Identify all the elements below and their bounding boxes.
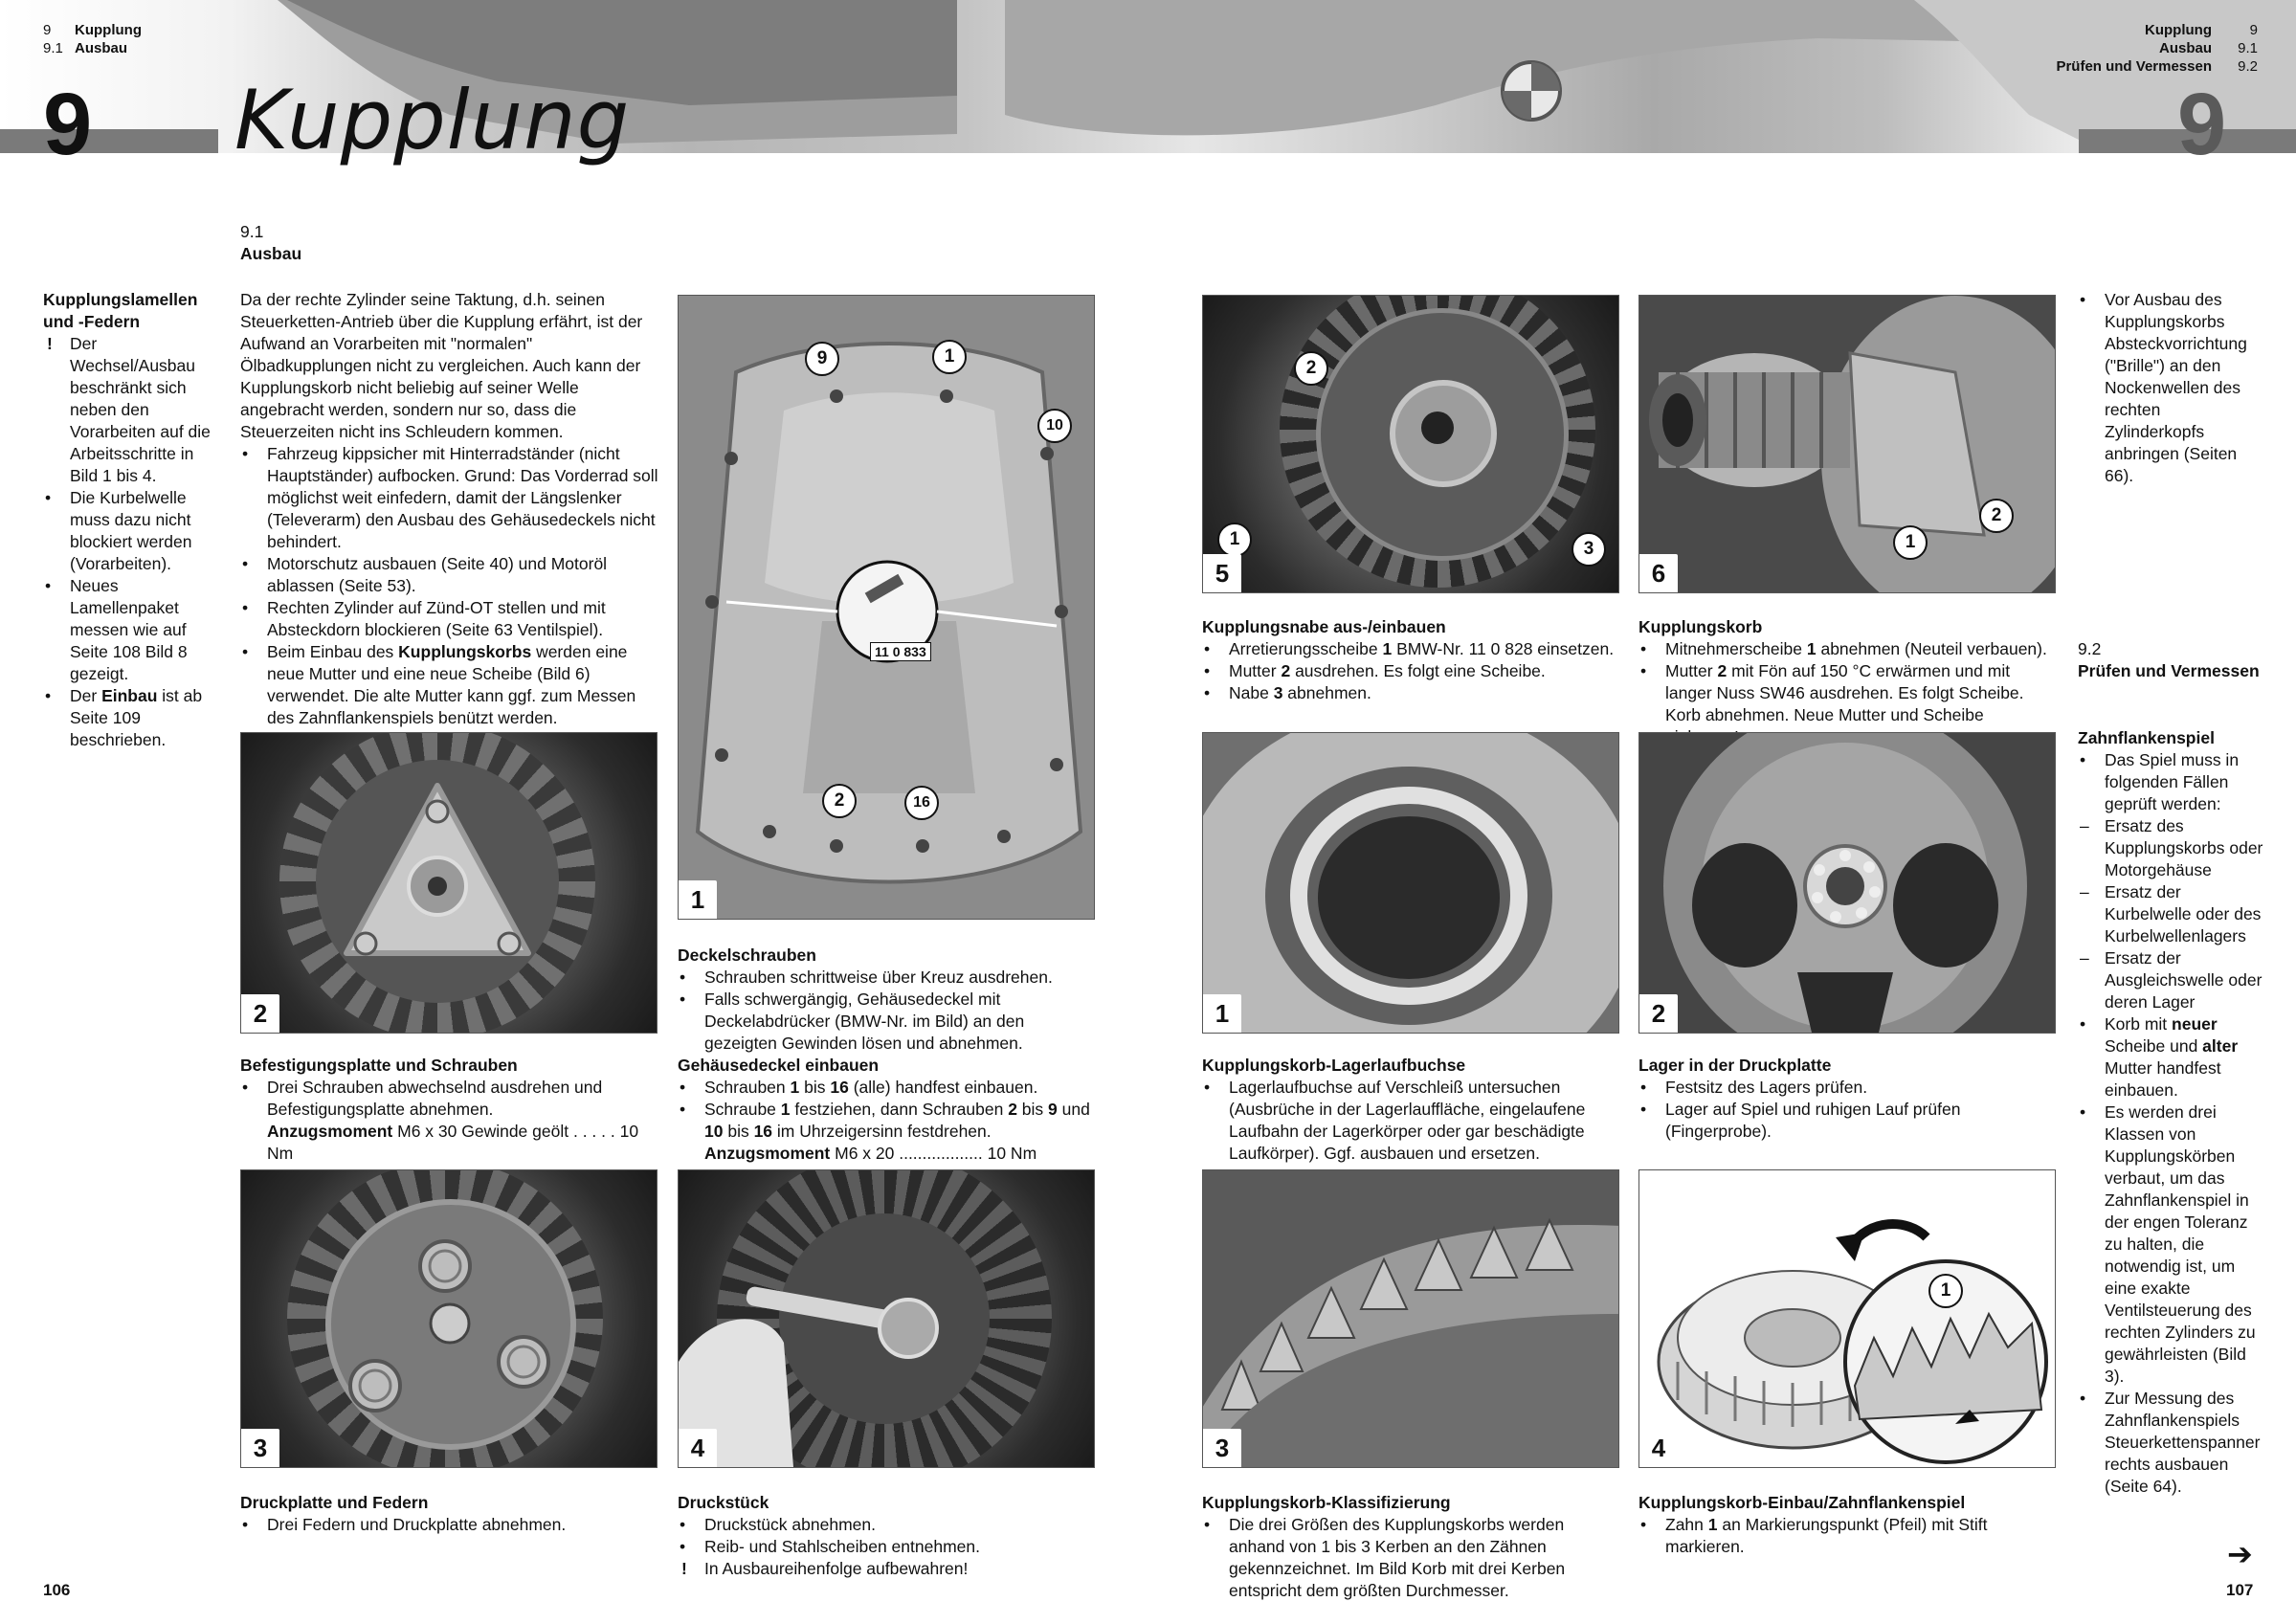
page-number-right: 107 (2226, 1581, 2254, 1599)
text-run-bold: Kupplungskorbs (398, 642, 532, 661)
text-run: (alle) handfest einbauen. (848, 1078, 1038, 1097)
callout-1: 1 (1928, 1274, 1963, 1308)
torque-label: Anzugsmoment (267, 1122, 393, 1141)
caption-pressure-piece (678, 1492, 1099, 1580)
callout-1: 1 (1893, 525, 1928, 560)
right-sidebar-item: • Es werden drei Klassen von Kupplungskörben verbaut, um das Zahnflankenspiel in der engen Toleranz zu halten, die notwendig ist, um eine exakte Ventilsteuerung des rechten Zylinders zu gewährleisten (Bild 3). (2078, 1101, 2264, 1388)
text-run-bold: 1 (1806, 639, 1817, 658)
callout-3: 3 (1572, 532, 1606, 567)
right-header-num-1: 9 (2249, 22, 2258, 38)
text-run-bold: neuer (2172, 1014, 2218, 1034)
section-9-2-number: 9.2 (2078, 639, 2102, 658)
text-run: Mutter handfest einbauen. (2105, 1058, 2221, 1100)
caption-item (1202, 660, 1623, 682)
caption-pressure-plate (240, 1492, 661, 1536)
photo-engine-cover (678, 295, 1095, 920)
caption-item: • Lager auf Spiel und ruhigen Lauf prüfen (Fingerprobe). (1638, 1099, 2060, 1143)
caption-title: Kupplungskorb (1638, 617, 1763, 636)
text-run: ist ab Seite 109 beschrieben. (70, 686, 203, 749)
text-run: im Uhrzeigersinn festdrehen. (772, 1122, 992, 1141)
text-run: festziehen, dann Schrauben (790, 1100, 1009, 1119)
photo-number: 4 (1639, 1429, 1678, 1467)
intro-paragraph: Da der rechte Zylinder seine Taktung, d.h. seinen Steuerketten-Antrieb über die Kupplung erfährt, ist der Aufwand an Vorarbeiten mit "normalen" Ölbadkupplungen nicht zu vergleichen. Auch kann der Kupplungskorb nicht beliebig auf seiner Welle angebracht werden, sondern nur so, dass die Steuerzeiten nicht ins Schleudern kommen. (240, 290, 643, 441)
caption-clutch-basket (1638, 616, 2060, 748)
text-run: Mutter (1229, 661, 1282, 680)
caption-title: Kupplungskorb-Klassifizierung (1202, 1493, 1451, 1512)
text-run-bold: 1 (780, 1100, 791, 1119)
right-header-text-1: Kupplung (2145, 22, 2212, 38)
right-sidebar-item (2078, 1013, 2264, 1101)
text-run-bold: 2 (1008, 1100, 1017, 1119)
fastening-plate-drawing (241, 733, 657, 1033)
caption-item: • Die drei Größen des Kupplungskorbs werden anhand von 1 bis 3 Kerben an den Zähnen gekennzeichnet. Im Bild Korb mit drei Kerben entspricht dem größten Durchmesser. (1202, 1514, 1623, 1602)
text-run: bis (1016, 1100, 1049, 1119)
caption-cover-screws (678, 945, 1099, 1165)
left-header-text-1: Kupplung (75, 22, 142, 38)
caption-item (1638, 1514, 2060, 1558)
right-header-num-2: 9.1 (2238, 40, 2258, 56)
text-run-bold: 9 (1048, 1100, 1058, 1119)
caption-basket-classification (1202, 1492, 1623, 1602)
right-sidebar-heading: Zahnflankenspiel (2078, 728, 2215, 747)
caption-item: • Falls schwergängig, Gehäusedeckel mit Deckelabdrücker (BMW-Nr. im Bild) an den gezeigten Gewinden lösen und abnehmen. (678, 989, 1099, 1055)
photo-pressure-piece (678, 1169, 1095, 1468)
hub-bore (1421, 412, 1454, 444)
text-run-bold: 2 (1281, 661, 1291, 680)
right-header-num-3: 9.2 (2238, 58, 2258, 75)
text-run: Drei Schrauben abwechselnd ausdrehen und Befestigungsplatte abnehmen. (267, 1078, 603, 1119)
text-run: ausdrehen. Es folgt eine Scheibe. (1290, 661, 1546, 680)
engine-cover-drawing (679, 296, 1094, 919)
pressure-plate-bearing-drawing (1639, 733, 2055, 1033)
intro-item: • Fahrzeug kippsicher mit Hinterradständer (nicht Hauptständer) aufbocken. Grund: Das Vorderrad soll möglichst weit einfedern, damit der Längslenker (Televerarm) den Ausbau des Gehäusedeckels nicht behindert. (240, 443, 661, 553)
callout-9: 9 (805, 342, 839, 376)
text-run: Korb mit (2105, 1014, 2173, 1034)
section-9-2-heading (2078, 638, 2264, 682)
caption-fastening-plate (240, 1055, 661, 1165)
photo-clutch-hub (1202, 295, 1619, 593)
section-9-2-title: Prüfen und Vermessen (2078, 661, 2260, 680)
caption-clutch-hub (1202, 616, 1623, 704)
text-run: Beim Einbau des (267, 642, 399, 661)
chapter-title: Kupplung (234, 73, 631, 168)
right-sidebar-item: • Zur Messung des Zahnflankenspiels Steuerkettenspanner rechts ausbauen (Seite 64). (2078, 1388, 2264, 1498)
caption-title: Druckstück (678, 1493, 769, 1512)
gear-teeth-drawing (1203, 1170, 1618, 1467)
callout-10: 10 (1037, 409, 1072, 443)
photo-number: 3 (1203, 1429, 1241, 1467)
callout-2: 2 (1979, 499, 2014, 533)
intro-text (240, 289, 661, 729)
chapter-number-right: 9 (2177, 76, 2227, 173)
photo-basket-classification (1202, 1169, 1619, 1468)
caption-item (1202, 682, 1623, 704)
left-sidebar-item (43, 685, 211, 751)
photo-number: 6 (1639, 554, 1678, 592)
caption-item (240, 1077, 661, 1165)
text-run: an Markierungspunkt (Pfeil) mit Stift markieren. (1665, 1515, 1988, 1556)
caption-item: • Reib- und Stahlscheiben entnehmen. (678, 1536, 1099, 1558)
caption-item: • Festsitz des Lagers prüfen. (1638, 1077, 2060, 1099)
text-run: Der (70, 686, 102, 705)
callout-16: 16 (904, 786, 939, 820)
text-run-bold: 10 (704, 1122, 724, 1141)
basket-installation-drawing (1639, 1170, 2055, 1467)
text-run: abnehmen. (1282, 683, 1371, 702)
caption-title: Kupplungskorb-Lagerlaufbuchse (1202, 1056, 1466, 1075)
photo-number: 3 (241, 1429, 279, 1467)
chapter-number-left: 9 (43, 76, 93, 173)
text-run-bold: Einbau (101, 686, 158, 705)
callout-1: 1 (1217, 523, 1252, 557)
right-sidebar-item: • Das Spiel muss in folgenden Fällen geprüft werden: (2078, 749, 2264, 815)
left-sidebar-item: • Neues Lamellenpaket messen wie auf Seite 108 Bild 8 gezeigt. (43, 575, 211, 685)
text-run: Arretierungsscheibe (1229, 639, 1383, 658)
text-run: Scheibe und (2105, 1036, 2203, 1056)
right-sidebar-dash-item: – Ersatz des Kupplungskorbs oder Motorgehäuse (2078, 815, 2264, 881)
caption-title: Deckelschrauben (678, 945, 816, 965)
photo-number: 4 (679, 1429, 717, 1467)
callout-2: 2 (822, 784, 857, 818)
caption-title: Befestigungsplatte und Schrauben (240, 1056, 518, 1075)
text-run: Mitnehmerscheibe (1665, 639, 1807, 658)
tool-number-label: 11 0 833 (870, 642, 931, 661)
caption-item (1638, 638, 2060, 660)
caption-pressure-plate-bearing (1638, 1055, 2060, 1143)
caption-item: • Schrauben schrittweise über Kreuz ausdrehen. (678, 967, 1099, 989)
torque-spec: M6 x 30 Gewinde geölt . . . . . 10 Nm (267, 1122, 639, 1163)
caption-title-2: Gehäusedeckel einbauen (678, 1056, 880, 1075)
pressure-piece-drawing (679, 1170, 1094, 1467)
text-run: und (1057, 1100, 1090, 1119)
text-run: Mutter (1665, 661, 1718, 680)
text-run: Schraube (704, 1100, 781, 1119)
photo-fastening-plate (240, 732, 658, 1034)
text-run: bis (723, 1122, 754, 1141)
right-sidebar-item: • Vor Ausbau des Kupplungskorbs Absteckvorrichtung ("Brille") an den Nockenwellen des rechten Zylinderkopfs anbringen (Seiten 66). (2078, 289, 2264, 487)
left-sidebar (43, 289, 211, 751)
text-run-bold: 16 (753, 1122, 773, 1141)
right-header-text-2: Ausbau (2158, 40, 2212, 56)
photo-number: 2 (1639, 994, 1678, 1033)
photo-number: 2 (241, 994, 279, 1033)
left-header-num-1: 9 (43, 22, 52, 38)
photo-number: 1 (1203, 994, 1241, 1033)
text-run: Schrauben (704, 1078, 791, 1097)
text-run: Zahn (1665, 1515, 1708, 1534)
right-sidebar-top (2078, 289, 2264, 487)
torque-label: Anzugsmoment (704, 1144, 831, 1163)
section-9-1-number: 9.1 (240, 222, 264, 241)
caption-item: • Drei Federn und Druckplatte abnehmen. (240, 1514, 661, 1536)
caption-bearing-bush (1202, 1055, 1623, 1165)
text-run: bis (799, 1078, 831, 1097)
caption-item (678, 1099, 1099, 1165)
text-run: Nabe (1229, 683, 1274, 702)
springs-drawing (241, 1170, 657, 1467)
callout-1: 1 (932, 340, 967, 374)
caption-item (678, 1077, 1099, 1099)
left-header-num-2: 9.1 (43, 40, 63, 56)
torque-spec: M6 x 20 .................. 10 Nm (830, 1144, 1037, 1163)
left-chapter-tab-bar (0, 129, 218, 153)
caption-title: Lager in der Druckplatte (1638, 1056, 1832, 1075)
text-run: werden eine neue Mutter und eine neue Scheibe (Bild 6) verwendet. Die alte Mutter kann ggf. zum Messen des Zahnflankenspiels benützt werden. (267, 642, 636, 727)
photo-pressure-plate-bearing (1638, 732, 2056, 1034)
caption-basket-installation (1638, 1492, 2060, 1558)
caption-title: Kupplungskorb-Einbau/Zahnflankenspiel (1638, 1493, 1966, 1512)
right-header-text-3: Prüfen und Vermessen (2056, 58, 2212, 75)
section-9-1-heading (240, 221, 301, 265)
left-sidebar-note: ! Der Wechsel/Ausbau beschränkt sich neben den Vorarbeiten auf die Arbeitsschritte in Bild 1 bis 4. (43, 333, 211, 487)
caption-item: • Lagerlaufbuchse auf Verschleiß untersuchen (Ausbrüche in der Lagerlauffläche, eingelaufene Laufbahn der Lagerkörper oder gar beschädigte Laufkörper). Ggf. ausbauen und ersetzen. (1202, 1077, 1623, 1165)
left-running-header (43, 21, 142, 57)
right-sidebar-dash-item: – Ersatz der Ausgleichswelle oder deren Lager (2078, 947, 2264, 1013)
photo-number: 1 (679, 880, 717, 919)
intro-item: • Motorschutz ausbauen (Seite 40) und Motoröl ablassen (Seite 53). (240, 553, 661, 597)
page-number-left: 106 (43, 1581, 71, 1599)
right-sidebar-dash-item: – Ersatz der Kurbelwelle oder des Kurbelwellenlagers (2078, 881, 2264, 947)
text-run: BMW-Nr. 11 0 828 einsetzen. (1392, 639, 1615, 658)
caption-title: Druckplatte und Federn (240, 1493, 429, 1512)
next-page-arrow-icon: ➔ (2227, 1536, 2253, 1572)
text-run-bold: 2 (1717, 661, 1728, 680)
text-run-bold: 1 (1707, 1515, 1718, 1534)
right-running-header (2056, 21, 2258, 76)
left-sidebar-heading: Kupplungslamellen und -Federn (43, 290, 198, 331)
text-run-bold: 3 (1273, 683, 1283, 702)
drawing-basket-installation (1638, 1169, 2056, 1468)
section-9-1-title: Ausbau (240, 244, 302, 263)
callout-2: 2 (1294, 351, 1328, 386)
caption-title: Kupplungsnabe aus-/einbauen (1202, 617, 1446, 636)
right-sidebar (2078, 727, 2264, 1498)
photo-bearing-bush (1202, 732, 1619, 1034)
caption-warning: ! In Ausbaureihenfolge aufbewahren! (678, 1558, 1099, 1580)
clutch-basket-drawing (1639, 296, 2055, 592)
caption-item (1202, 638, 1623, 660)
intro-item (240, 641, 661, 729)
photo-number: 5 (1203, 554, 1241, 592)
text-run-bold: 16 (830, 1078, 849, 1097)
caption-item: • Druckstück abnehmen. (678, 1514, 1099, 1536)
bearing-bush-drawing (1203, 733, 1618, 1033)
text-run: abnehmen (Neuteil verbauen). (1816, 639, 2047, 658)
photo-pressure-plate (240, 1169, 658, 1468)
left-header-text-2: Ausbau (75, 40, 128, 56)
text-run: mit Fön auf 150 °C erwärmen und mit langer Nuss SW46 ausdrehen. Es folgt Scheibe. Korb abnehmen. Neue Mutter und Scheibe (1665, 661, 2024, 724)
intro-item: • Rechten Zylinder auf Zünd-OT stellen und mit Absteckdorn blockieren (Seite 63 Ventilspiel). (240, 597, 661, 641)
text-run-bold: alter (2202, 1036, 2239, 1056)
photo-clutch-basket (1638, 295, 2056, 593)
text-run-bold: 1 (790, 1078, 800, 1097)
left-sidebar-item: • Die Kurbelwelle muss dazu nicht blockiert werden (Vorarbeiten). (43, 487, 211, 575)
text-run-bold: 1 (1382, 639, 1393, 658)
